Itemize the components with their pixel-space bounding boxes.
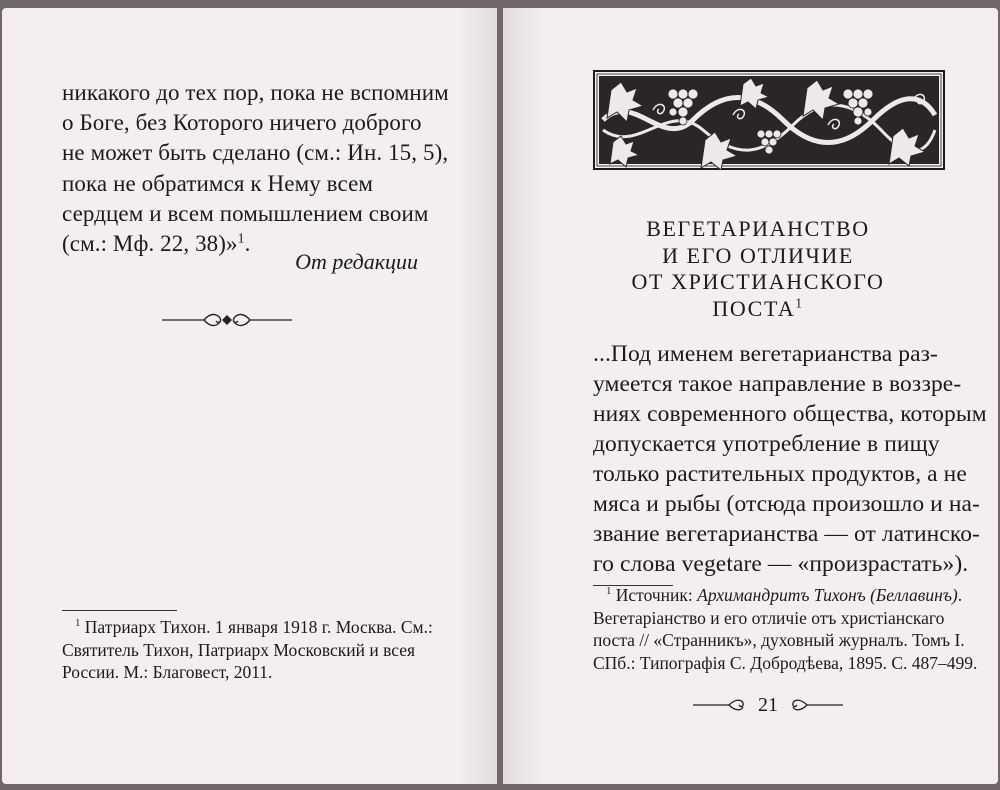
title-line: ОТ ХРИСТИАНСКОГО bbox=[631, 269, 885, 294]
footnote-line: $^1$ Патриарх Тихон. 1 января 1918 г. Москва. См.: bbox=[75, 617, 433, 637]
footnote-ref: 1 bbox=[795, 295, 804, 311]
title-line: И ЕГО ОТЛИЧИЕ bbox=[662, 242, 854, 268]
text-line: (см.: Мф. 22, 38)» bbox=[62, 231, 238, 257]
right-footnote bbox=[593, 584, 978, 674]
text-line: умеется такое направление в воззре- bbox=[593, 371, 962, 397]
footnote-line: $^1$ Источник: Архимандритъ Тихонъ (Беллавинъ). bbox=[606, 585, 963, 605]
text-line: ниях современного общества, которым bbox=[593, 401, 987, 427]
text-line: никакого до тех пор, пока не вспомним bbox=[62, 80, 449, 105]
text-line: не может быть сделано (см.: Ин. 15, 5), bbox=[62, 140, 449, 166]
gutter-shadow bbox=[503, 8, 543, 784]
editorial-signature: От редакции bbox=[295, 249, 418, 274]
footnote-line: Святитель Тихон, Патриарх Московский и всея bbox=[62, 639, 416, 660]
page-number-block bbox=[693, 693, 843, 717]
footnote-author: Архимандритъ Тихонъ (Беллавинъ) bbox=[697, 585, 958, 605]
right-body-text bbox=[593, 339, 987, 579]
text-line-last: (см.: Мф. 22, 38)»$^1$. bbox=[62, 230, 251, 257]
left-page bbox=[2, 8, 497, 784]
footnote-line: поста // «Странникъ», духовный журналъ. Томъ I. bbox=[593, 630, 965, 650]
grapevine-ornament-icon bbox=[593, 70, 945, 170]
text-line: мяса и рыбы (отсюда произошло и на- bbox=[593, 491, 980, 517]
page-number: 21 bbox=[758, 694, 778, 716]
left-footnote bbox=[62, 616, 433, 684]
text-line: го слова vegetare — «произрастать»). bbox=[593, 551, 969, 577]
text-line: пока не обратимся к Нему всем bbox=[62, 170, 374, 196]
title-line-last: ПОСТА$^1$ bbox=[712, 295, 804, 321]
right-page bbox=[503, 8, 998, 784]
scroll-divider-icon bbox=[162, 310, 292, 330]
footnote-line: СПб.: Типографія С. Добродѣева, 1895. С. 487–499. bbox=[593, 652, 978, 673]
footnote-rule bbox=[62, 610, 177, 611]
chapter-title bbox=[563, 216, 953, 322]
text-line: сердцем и всем помышлением своим bbox=[62, 200, 429, 226]
footnote-marker: 1 bbox=[75, 618, 81, 630]
gutter-shadow bbox=[457, 8, 497, 784]
footnote-line: России. М.: Благовест, 2011. bbox=[62, 662, 273, 682]
footnote-ref: 1 bbox=[237, 230, 245, 246]
footnote-marker: 1 bbox=[606, 586, 612, 598]
title-line: ВЕГЕТАРИАНСТВО bbox=[646, 216, 870, 241]
text-line: ...Под именем вегетарианства раз- bbox=[593, 341, 938, 367]
left-body-text bbox=[62, 78, 449, 259]
text-line: только растительных продуктов, а не bbox=[593, 461, 967, 487]
text-line: звание вегетарианства — от латинско- bbox=[593, 521, 980, 547]
text-line: допускается употребление в пищу bbox=[593, 431, 940, 457]
text-line: о Боге, без Которого ничего доброго bbox=[62, 110, 422, 136]
footnote-line: Вегетаріанство и его отличіе отъ христіанскаго bbox=[593, 607, 945, 628]
